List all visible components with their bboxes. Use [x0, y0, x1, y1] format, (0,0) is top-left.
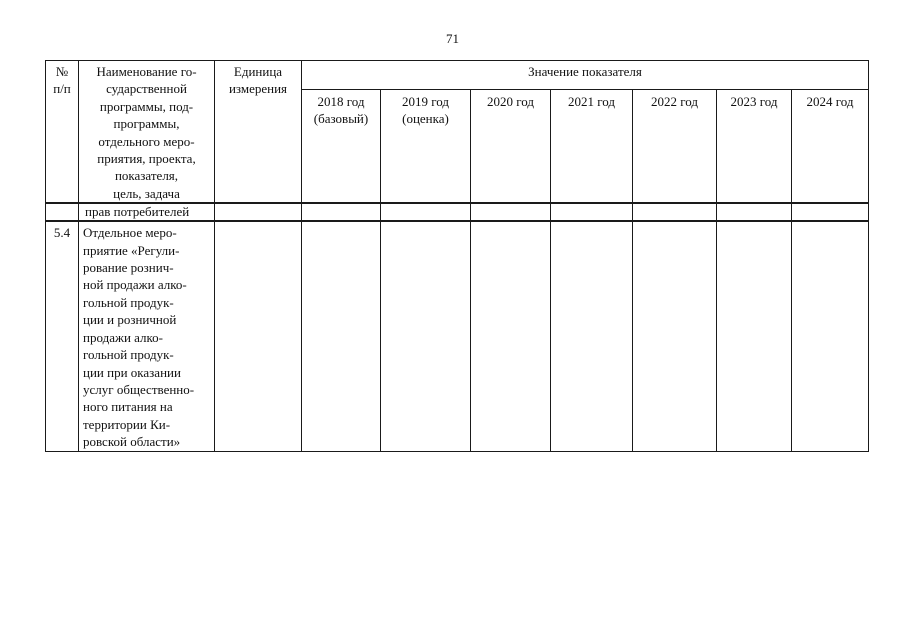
header-year-2018: 2018 год (базовый): [302, 90, 381, 204]
table-row: [46, 221, 869, 451]
row-value-2018: [302, 221, 381, 451]
row-value-2019: [381, 203, 471, 221]
header-year-2022: 2022 год: [633, 90, 717, 204]
indicator-table: [45, 60, 869, 452]
row-unit: [215, 221, 302, 451]
row-value-2022: [633, 203, 717, 221]
header-year-2023: 2023 год: [717, 90, 792, 204]
header-indicator-value: Значение показателя: [302, 61, 869, 90]
row-value-2023: [717, 221, 792, 451]
row-num: [46, 203, 79, 221]
row-value-2022: [633, 221, 717, 451]
indicator-table-container: [45, 60, 869, 452]
row-value-2023: [717, 203, 792, 221]
row-value-2024: [792, 221, 869, 451]
page-number: 71: [446, 31, 459, 46]
row-name: Отдельное меро- приятие «Регули- рование рознич- ной продажи алко- гольной продук- ции и розничной продажи алко- гольной продук- ции при оказании услуг общественно- ного питания на территории Ки- ровской области»: [79, 221, 215, 451]
row-num: 5.4: [46, 221, 79, 451]
header-unit: Единица измерения: [215, 61, 302, 204]
header-row-top: [46, 61, 869, 90]
row-name: прав потребителей: [79, 203, 215, 221]
row-value-2020: [471, 221, 551, 451]
header-num: № п/п: [46, 61, 79, 204]
row-value-2018: [302, 203, 381, 221]
row-value-2021: [551, 203, 633, 221]
header-year-2019: 2019 год (оценка): [381, 90, 471, 204]
row-value-2019: [381, 221, 471, 451]
header-year-2024: 2024 год: [792, 90, 869, 204]
row-value-2021: [551, 221, 633, 451]
header-name: Наименование го- сударственной программы, под- программы, отдельного меро- приятия, проекта, показателя, цель, задача: [79, 61, 215, 204]
header-year-2020: 2020 год: [471, 90, 551, 204]
row-value-2020: [471, 203, 551, 221]
row-unit: [215, 203, 302, 221]
table-row: [46, 203, 869, 221]
header-year-2021: 2021 год: [551, 90, 633, 204]
row-value-2024: [792, 203, 869, 221]
